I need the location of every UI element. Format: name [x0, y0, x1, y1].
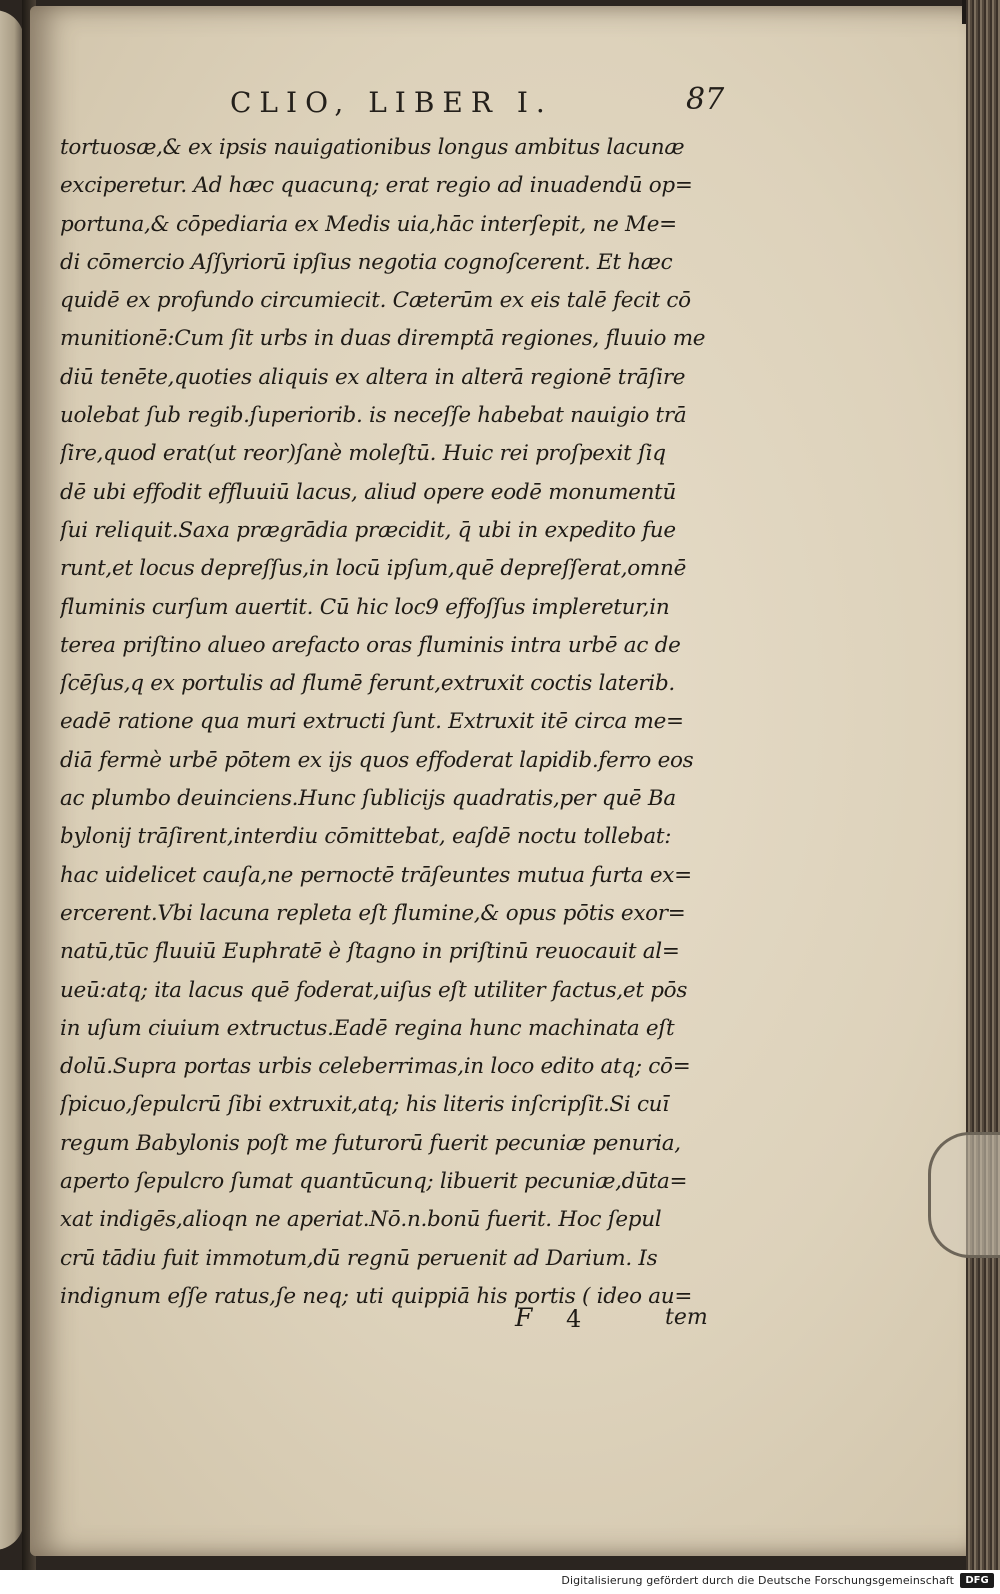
text-line: regum Babylonis poſt me futurorū fuerit pecuniæ penuria,	[60, 1130, 681, 1156]
text-line: munitionē:Cum ſit urbs in duas diremptā regiones, fluuio me	[60, 326, 706, 352]
footer-bar	[0, 1570, 1000, 1594]
text-line: xat indigēs,alioqn ne aperiat.Nō.n.bonū fuerit. Hoc ſepul	[60, 1207, 662, 1233]
signature-number: 4	[566, 1305, 582, 1333]
text-line: indignum eſſe ratus,ſe neq; uti quippiā his portis ( ideo au=	[60, 1283, 693, 1309]
text-line: terea priſtino alueo arefacto oras fluminis intra urbē ac de	[60, 632, 681, 658]
text-line: dē ubi effodit effluuiū lacus, aliud opere eodē monumentū	[60, 479, 677, 505]
page-block-edge	[966, 0, 1000, 1570]
text-line: ercerent.Vbi lacuna repleta eſt flumine,& opus pōtis exor=	[60, 900, 686, 926]
text-line: ſire,quod erat(ut reor)ſanè moleſtū. Huic rei proſpexit ſiq	[60, 441, 666, 467]
text-line: diā fermè urbē pōtem ex ijs quos effoderat lapidib.ferro eos	[60, 747, 694, 773]
text-line: fluminis curſum auertit. Cū hic loc9 effoſſus impleretur,in	[60, 594, 670, 620]
text-line: ac plumbo deuinciens.Hunc ſublicijs quadratis,per quē Ba	[60, 786, 676, 812]
text-line: quidē ex profundo circumiecit. Cæterūm ex eis talē fecit cō	[60, 288, 691, 314]
text-line: dolū.Supra portas urbis celeberrimas,in loco edito atq; cō=	[60, 1054, 691, 1080]
text-line: ueū:atq; ita lacus quē foderat,uiſus eſt utiliter factus,et pōs	[60, 977, 688, 1003]
text-line: eadē ratione qua muri extructi ſunt. Extruxit itē circa me=	[60, 709, 684, 735]
text-line: exciperetur. Ad hæc quacunq; erat regio ad inuadendū op=	[60, 173, 693, 199]
text-line: di cōmercio Aſſyriorū ipſius negotia cognoſcerent. Et hæc	[60, 249, 673, 275]
text-line: bylonij trāſirent,interdiu cōmittebat, eaſdē noctu tollebat:	[60, 824, 672, 850]
text-line: diū tenēte,quoties aliquis ex altera in alterā regionē trāſire	[60, 364, 686, 390]
text-line: ſui reliquit.Saxa prægrādia præcidit, q̄ ubi in expedito fue	[60, 517, 676, 543]
text-line: natū,tūc fluuiū Euphratē è ſtagno in priſtinū reuocauit al=	[60, 939, 680, 965]
text-line: ſcēſus,q ex portulis ad flumē ferunt,extruxit coctis laterib.	[60, 671, 675, 697]
running-head: CLIO, LIBER I.	[230, 86, 553, 119]
text-line: portuna,& cōpediaria ex Medis uia,hāc interſepit, ne Me=	[60, 211, 677, 237]
text-line: in uſum ciuium extructus.Eadē regina hunc machinata eſt	[60, 1015, 675, 1041]
text-line: crū tādiu fuit immotum,dū regnū peruenit ad Darium. Is	[60, 1245, 658, 1271]
text-line: runt,et locus depreſſus,in locū ipſum,quē depreſſerat,omnē	[60, 556, 686, 582]
funding-credit: Digitalisierung gefördert durch die Deutsche Forschungsgemeinschaft	[561, 1574, 954, 1587]
catchword: tem	[665, 1305, 708, 1330]
signature-letter: F	[515, 1303, 533, 1332]
page-clip	[928, 1132, 1000, 1258]
text-line: uolebat ſub regib.ſuperiorib. is neceſſe habebat nauigio trā	[60, 403, 687, 429]
body-text	[60, 129, 725, 1316]
dfg-logo: DFG	[960, 1573, 994, 1588]
text-line: aperto ſepulcro ſumat quantūcunq; libuerit pecuniæ,dūta=	[60, 1169, 688, 1195]
text-line: ſpicuo,ſepulcrū ſibi extruxit,atq; his literis inſcripſit.Si cuī	[60, 1092, 669, 1118]
facing-page-edge	[0, 10, 24, 1550]
text-line: tortuosæ,& ex ipsis nauigationibus longus ambitus lacunæ	[60, 135, 685, 160]
text-line: hac uidelicet cauſa,ne pernoctē trāſeuntes mutua furta ex=	[60, 862, 692, 888]
page-number: 87	[686, 82, 725, 117]
